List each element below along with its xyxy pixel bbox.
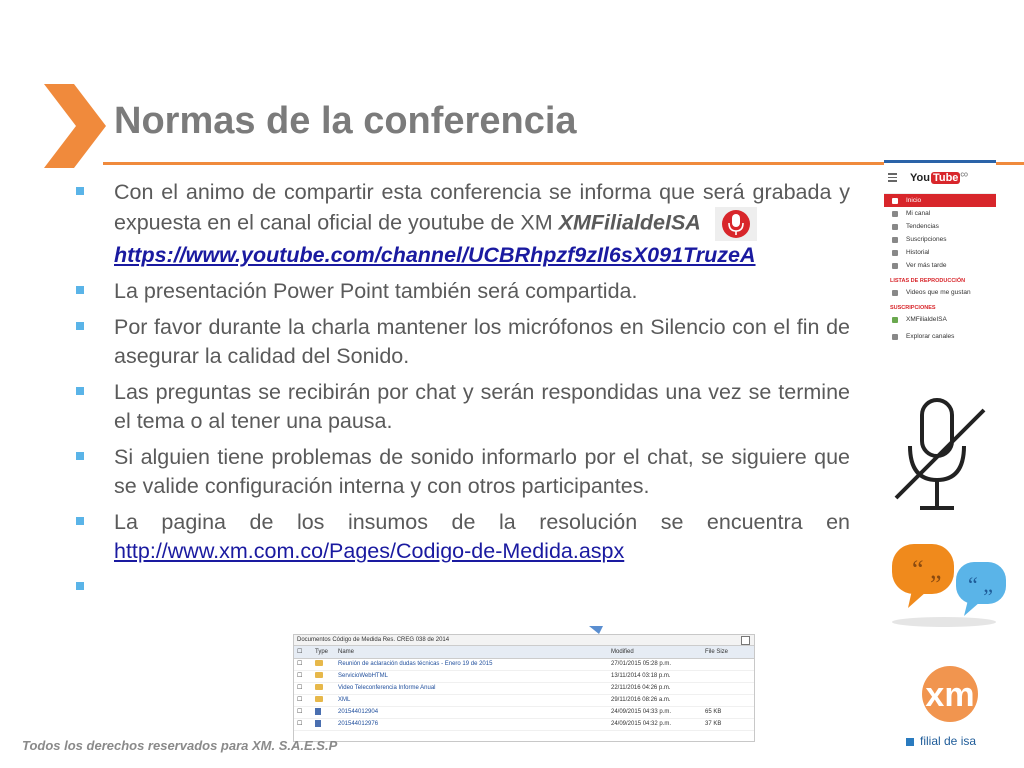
yt-nav-ver-mas-tarde: Ver más tarde xyxy=(884,259,996,272)
copyright-footer: Todos los derechos reservados para XM. S.A.E.S.P xyxy=(22,738,338,753)
bullet-marker xyxy=(76,582,84,590)
bullet-questions xyxy=(70,378,850,436)
brand-square-icon xyxy=(906,738,914,746)
yt-nav-inicio: Inicio xyxy=(884,194,996,207)
clock-icon xyxy=(892,263,898,269)
resources-link[interactable]: http://www.xm.com.co/Pages/Codigo-de-Medida.aspx xyxy=(114,539,625,563)
history-icon xyxy=(892,250,898,256)
svg-text:xm: xm xyxy=(925,676,975,714)
bullet-marker xyxy=(76,517,84,525)
brand-tagline: filial de isa xyxy=(906,734,976,748)
chevron-arrow-icon xyxy=(44,84,106,168)
channel-avatar-icon xyxy=(892,317,898,323)
bullet-resources-page xyxy=(70,508,850,566)
hamburger-menu-icon xyxy=(888,173,897,184)
col-type: Type xyxy=(315,649,329,655)
slide-title: Normas de la conferencia xyxy=(114,100,577,142)
bullet-marker xyxy=(76,187,84,195)
svg-text:“ „: “ „ xyxy=(968,572,994,597)
document-icon xyxy=(315,708,321,715)
yt-nav-tendencias: Tendencias xyxy=(884,220,996,233)
youtube-logo: You Tube $^{CO}$ xyxy=(910,172,968,184)
xm-logo xyxy=(900,664,1000,724)
table-row: ☐ Video Teleconferencia Informe Anual 22/11/2016 04:26 p.m. xyxy=(294,683,754,695)
bullet-list xyxy=(70,178,850,573)
bullet-text: La pagina de los insumos de la resolución se encuentra en xyxy=(114,510,850,534)
yt-nav-historial: Historial xyxy=(884,246,996,259)
bullet-text: La presentación Power Point también será compartida. xyxy=(114,279,638,303)
bullet-recording xyxy=(70,178,850,270)
yt-subscription-item: XMFilialdeISA xyxy=(884,313,996,326)
yt-subscriptions-heading: SUSCRIPCIONES xyxy=(890,305,936,311)
table-row: ☐ XML 29/11/2016 08:26 a.m. xyxy=(294,695,754,707)
table-row: ☐ 201544012904 24/09/2015 04:33 p.m. 65 KB xyxy=(294,707,754,719)
bullet-marker xyxy=(76,387,84,395)
bullet-text: Las preguntas se recibirán por chat y serán respondidas una vez se termine el tema o al tener una pausa. xyxy=(114,380,850,433)
bullet-marker xyxy=(76,286,84,294)
folder-icon xyxy=(315,660,323,666)
table-row: ☐ ServicioWebHTML 13/11/2014 03:18 p.m. xyxy=(294,671,754,683)
comment-marker-icon xyxy=(589,626,603,634)
folder-icon xyxy=(315,672,323,678)
youtube-header xyxy=(884,163,996,194)
bullet-text: Si alguien tiene problemas de sonido informarlo por el chat, se siguiere que se valide configuración interna y con otros participantes. xyxy=(114,445,850,498)
svg-text:“ „: “ „ xyxy=(912,555,942,584)
bullet-microphones xyxy=(70,313,850,371)
table-row: ☐ Reunión de aclaración dudas técnicas - Enero 19 de 2015 27/01/2015 05:28 p.m. xyxy=(294,659,754,671)
yt-playlist-liked: Videos que me gustan xyxy=(884,286,996,299)
table-header xyxy=(294,646,754,659)
plus-circle-icon xyxy=(892,334,898,340)
yt-explore-channels: Explorar canales xyxy=(884,330,996,343)
table-row: ☐ 201544012976 24/09/2015 04:32 p.m. 37 KB xyxy=(294,719,754,731)
flame-icon xyxy=(892,224,898,230)
col-modified: Modified xyxy=(611,649,634,655)
yt-nav-mi-canal: Mi canal xyxy=(884,207,996,220)
channel-name: XMFilialdeISA xyxy=(558,210,701,235)
document-library-table xyxy=(293,634,755,742)
yt-playlists-heading: LISTAS DE REPRODUCCIÓN xyxy=(890,278,966,284)
muted-microphone-icon xyxy=(884,388,996,524)
youtube-sidebar-panel xyxy=(884,160,996,375)
bullet-marker xyxy=(76,452,84,460)
bullet-text: Con el animo de compartir esta conferencia se informa que será grabada y expuesta en el canal oficial de youtube de XM xyxy=(114,180,850,235)
thumbs-up-icon xyxy=(892,290,898,296)
table-caption: Documentos Código de Medida Res. CREG 038 de 2014 xyxy=(294,635,754,646)
collapse-checkbox xyxy=(741,636,750,645)
user-icon xyxy=(892,211,898,217)
yt-nav-suscripciones: Suscripciones xyxy=(884,233,996,246)
folder-icon xyxy=(315,696,323,702)
col-name: Name xyxy=(338,649,355,655)
chat-bubbles-icon xyxy=(884,536,1008,632)
bullet-presentation xyxy=(70,277,850,306)
bullet-text: Por favor durante la charla mantener los micrófonos en Silencio con el fin de asegurar la calidad del Sonido. xyxy=(114,315,850,368)
recording-mic-icon xyxy=(715,207,757,241)
select-all-checkbox: ☐ xyxy=(297,649,303,655)
folder-icon xyxy=(315,684,323,690)
youtube-channel-link[interactable]: https://www.youtube.com/channel/UCBRhpzf9zIl6sX091TruzeA xyxy=(114,243,756,267)
col-file-size: File Size xyxy=(705,649,729,655)
bullet-marker xyxy=(76,322,84,330)
document-icon xyxy=(315,720,321,727)
bullet-sound-problems xyxy=(70,443,850,501)
home-icon xyxy=(892,198,898,204)
subscriptions-icon xyxy=(892,237,898,243)
